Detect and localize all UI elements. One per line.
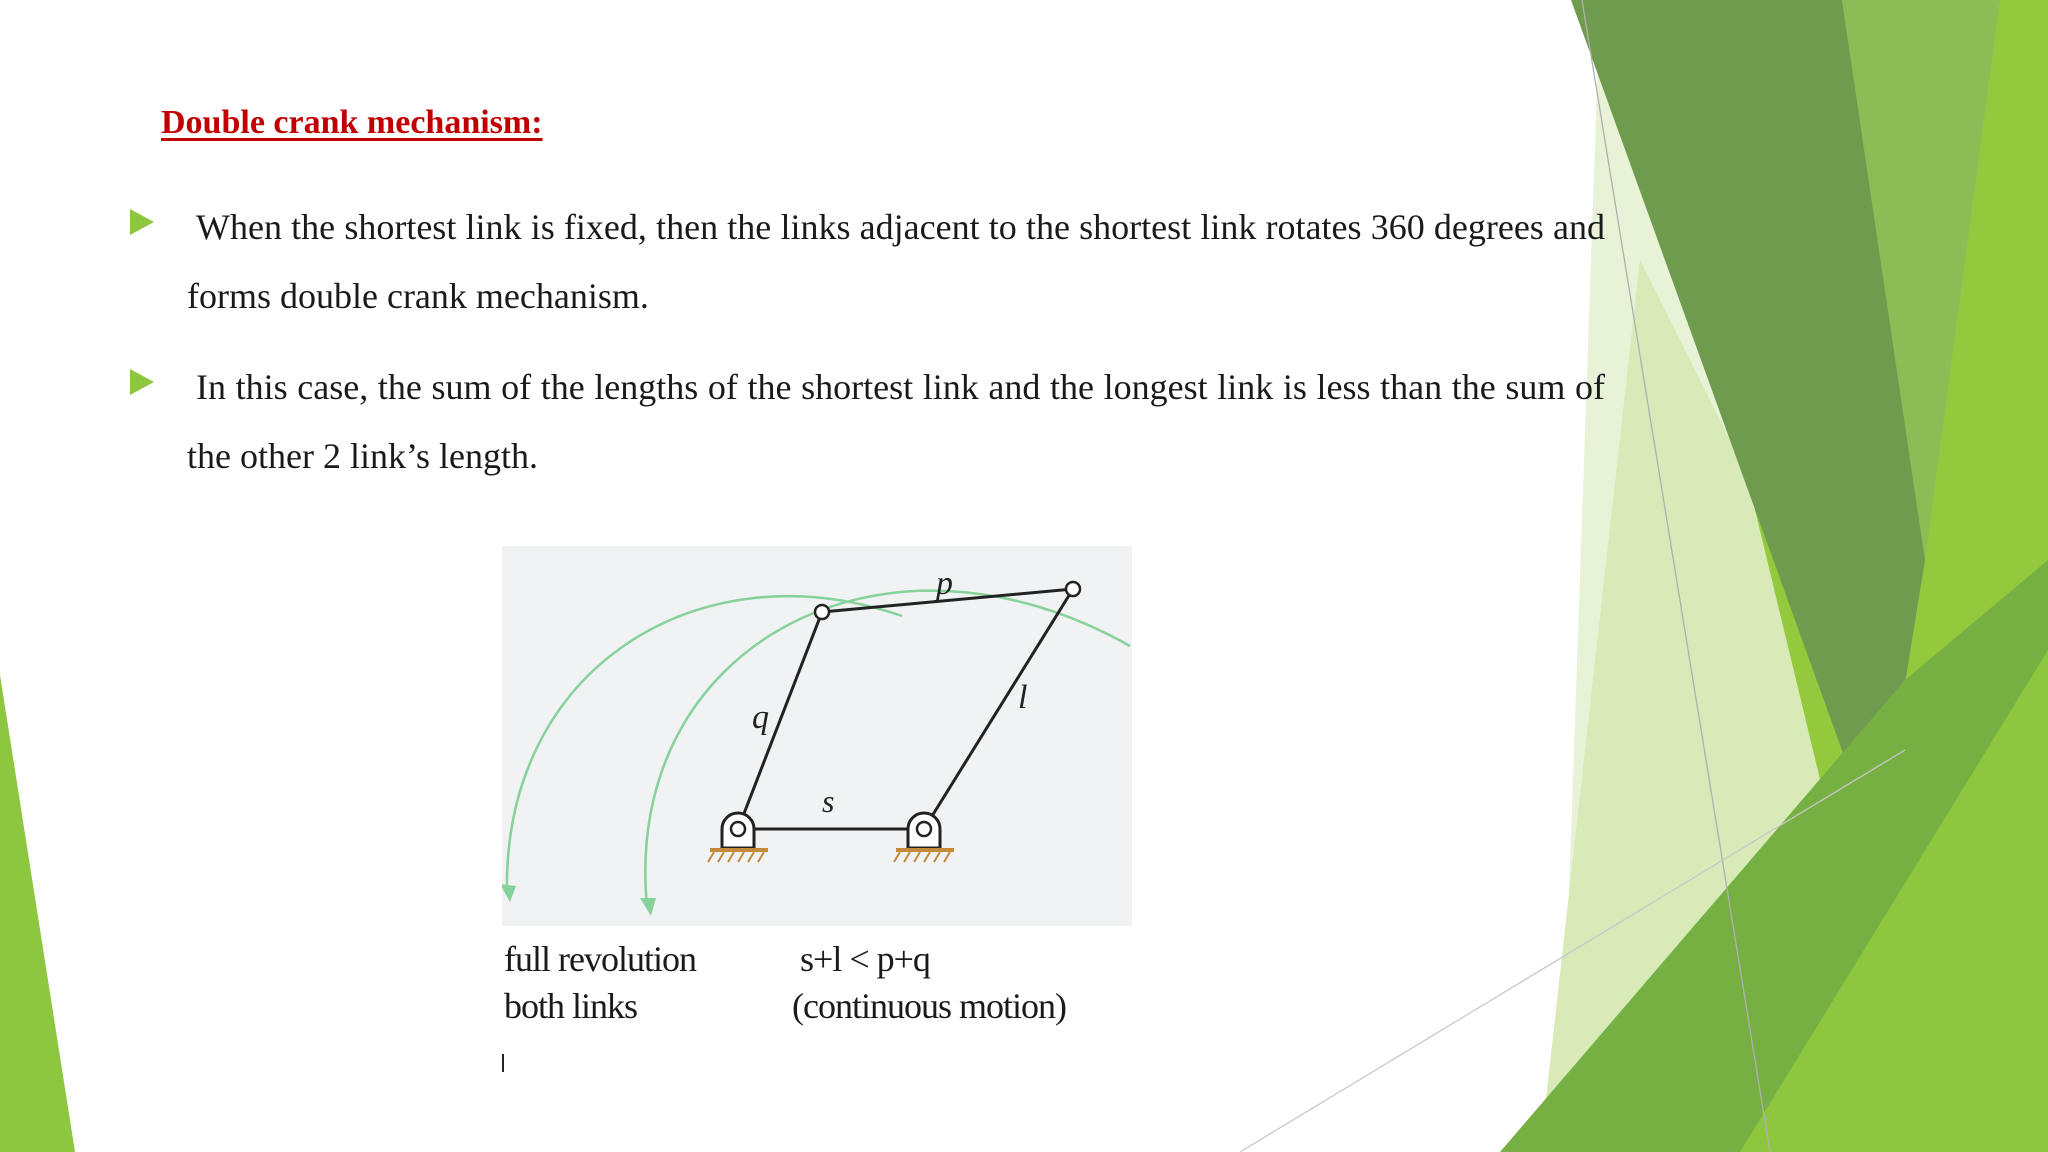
revolution-arc-outer bbox=[507, 596, 902, 894]
revolution-arc-inner bbox=[645, 591, 1130, 906]
bullet-item bbox=[187, 353, 1605, 491]
arc-arrowhead-inner bbox=[640, 898, 656, 916]
caption-left-line-1: full revolution bbox=[504, 939, 696, 979]
arc-arrowhead-outer bbox=[502, 884, 516, 902]
joint-top-left bbox=[815, 605, 829, 619]
ground-pivot-right bbox=[894, 813, 954, 862]
caption-right-line-1: s+l < p+q bbox=[800, 939, 930, 979]
four-bar-linkage-figure bbox=[502, 546, 1132, 926]
bullet-item bbox=[187, 193, 1605, 331]
triangle-bullet-icon bbox=[130, 209, 154, 235]
left-green-shape bbox=[0, 675, 75, 1152]
caption-right-line-2: (continuous motion) bbox=[792, 986, 1066, 1026]
linkage-diagram bbox=[502, 546, 1132, 926]
link-l bbox=[924, 589, 1073, 829]
triangle-bullet-icon bbox=[130, 369, 154, 395]
bullet-text: In this case, the sum of the lengths of the shortest link and the longest link is less than the sum of the other 2 link’s length. bbox=[187, 367, 1605, 476]
label-l: l bbox=[1018, 679, 1028, 716]
caption-left-line-2: both links bbox=[504, 986, 638, 1026]
ground-pivot-left bbox=[708, 813, 768, 862]
label-q: q bbox=[752, 699, 769, 736]
slide-title: Double crank mechanism: bbox=[161, 104, 543, 141]
bullet-text: When the shortest link is fixed, then the links adjacent to the shortest link rotates 360 degrees and forms double crank mechanism. bbox=[187, 207, 1605, 316]
link-q bbox=[738, 612, 822, 829]
text-cursor-mark bbox=[502, 1054, 504, 1072]
joint-top-right bbox=[1066, 582, 1080, 596]
label-p: p bbox=[936, 565, 953, 602]
label-s: s bbox=[822, 783, 835, 819]
